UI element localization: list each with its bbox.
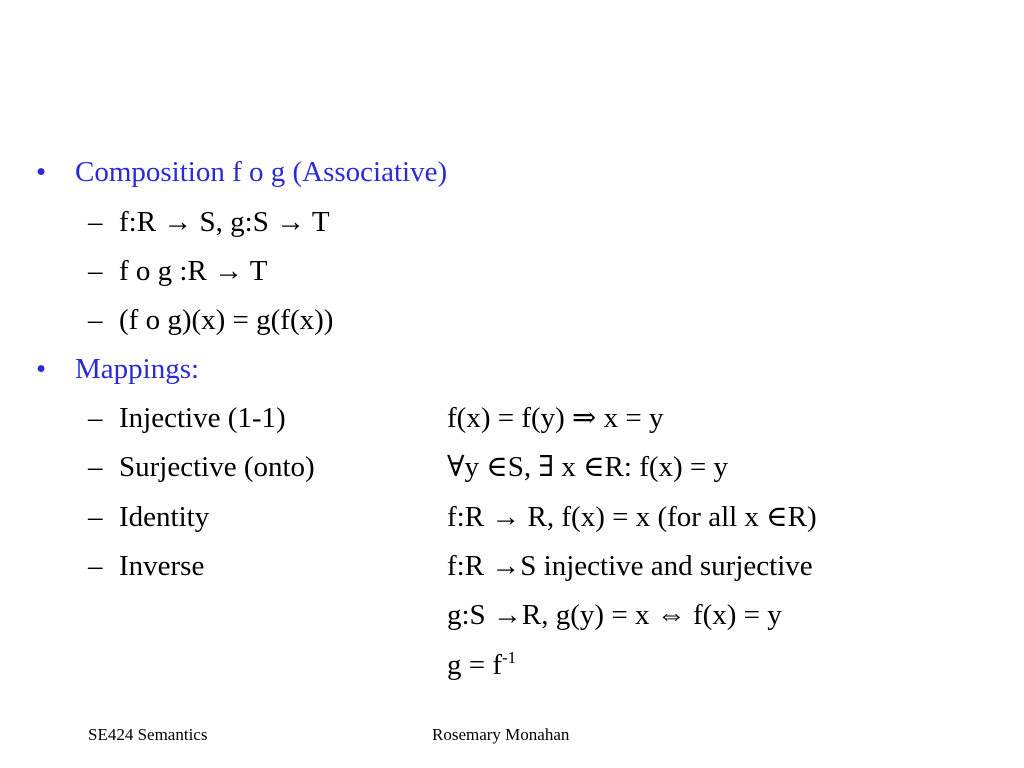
mapping-term: Inverse xyxy=(119,550,205,582)
sub-item-text: f:R → S, g:S → T xyxy=(119,206,330,238)
dash-marker: – xyxy=(88,550,103,582)
dash-marker: – xyxy=(88,402,103,434)
dash-marker: – xyxy=(88,304,103,336)
inverse-definition-line: g:S →R, g(y) = x ⇔ f(x) = y xyxy=(447,599,782,631)
footer-author: Rosemary Monahan xyxy=(432,725,570,744)
dash-marker: – xyxy=(88,451,103,483)
inverse-notation-base: g = f xyxy=(447,649,503,681)
bullet-composition-text: Composition f o g (Associative) xyxy=(75,156,448,188)
mapping-term: Injective (1-1) xyxy=(119,402,286,434)
bullet-marker: • xyxy=(36,353,47,385)
bullet-marker: • xyxy=(36,156,47,188)
mapping-definition: ∀y ∈S, ∃ x ∈R: f(x) = y xyxy=(447,451,729,483)
bullet-mappings-text: Mappings: xyxy=(75,353,200,385)
sub-item-text: f o g :R → T xyxy=(119,255,268,287)
inverse-notation xyxy=(447,648,516,682)
dash-marker: – xyxy=(88,255,103,287)
sub-item-text: (f o g)(x) = g(f(x)) xyxy=(119,304,334,336)
dash-marker: – xyxy=(88,501,103,533)
mapping-term: Surjective (onto) xyxy=(119,451,315,483)
mapping-term: Identity xyxy=(119,501,210,533)
dash-marker: – xyxy=(88,206,103,238)
mapping-definition: f(x) = f(y) ⇒ x = y xyxy=(447,402,664,434)
mapping-definition: f:R → R, f(x) = x (for all x ∈R) xyxy=(447,501,817,533)
mapping-definition: f:R →S injective and surjective xyxy=(447,550,813,582)
footer-course: SE424 Semantics xyxy=(88,725,208,744)
inverse-notation-superscript: -1 xyxy=(502,648,517,667)
